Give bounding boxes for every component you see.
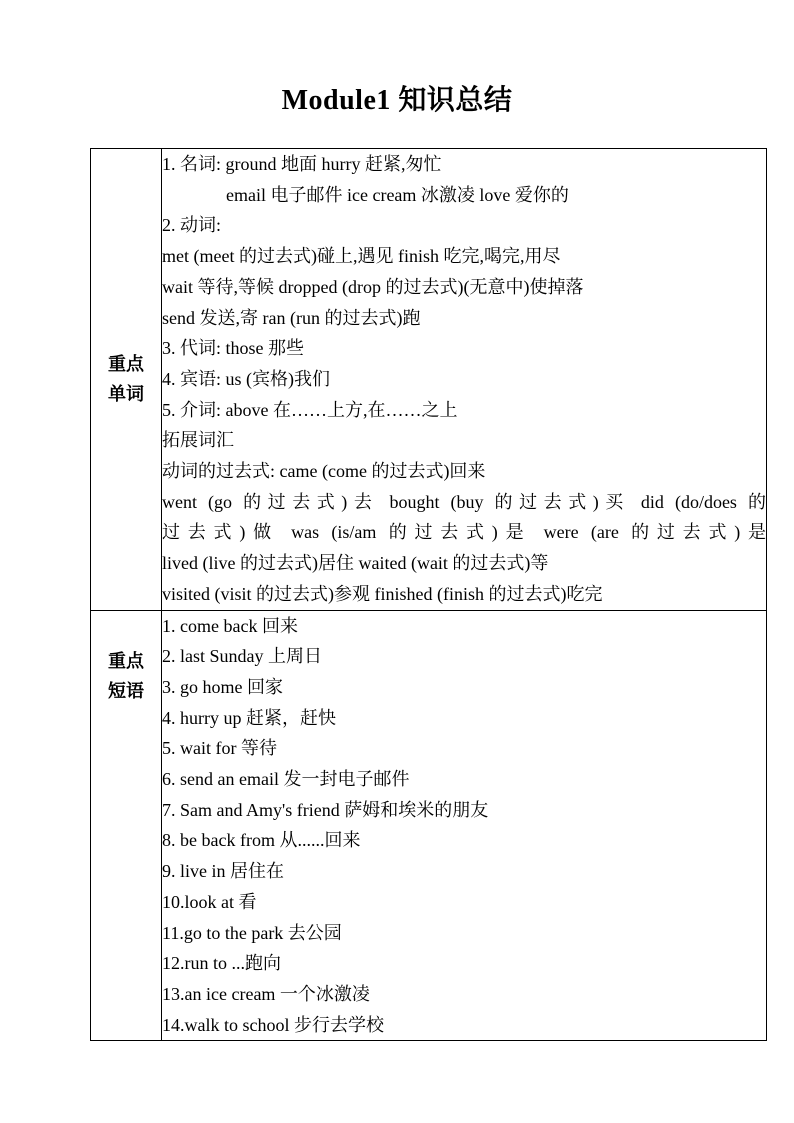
section-content [162,149,767,611]
content-line: 8. be back from 从......回来 [162,830,361,851]
content-line: went (go 的过去式)去 bought (buy 的过去式)买 did (do/does 的 [162,491,766,512]
content-line: 1. 名词: ground 地面 hurry 赶紧,匆忙 [162,154,442,174]
content-line: 1. come back 回来 [162,615,298,636]
section-label-line: 单词 [108,384,144,405]
content-line: 7. Sam and Amy's friend 萨姆和埃米的朋友 [162,799,489,820]
section-label [91,610,162,1041]
content-line: visited (visit 的过去式)参观 finished (finish 的过去式)吃完 [162,583,603,604]
page-title: Module1 知识总结 [281,85,513,116]
content-line: 4. hurry up 赶紧，赶快 [162,707,336,728]
content-line: 14.walk to school 步行去学校 [162,1014,384,1035]
section-label-line: 重点 [108,354,144,375]
content-line: send 发送,寄 ran (run 的过去式)跑 [162,307,421,328]
content-line: 11.go to the park 去公园 [162,922,342,943]
content-line: 9. live in 居住在 [162,861,284,882]
content-line: 3. 代词: those 那些 [162,338,304,359]
content-line: 2. last Sunday 上周日 [162,646,322,667]
section-key-phrases [91,610,767,1041]
content-line: 过去式)做 was (is/am 的过去式)是 were (are 的过去式)是 [162,522,766,543]
content-line: 动词的过去式: came (come 的过去式)回来 [162,461,486,482]
content-line: email 电子邮件 ice cream 冰激凌 love 爱你的 [226,184,569,205]
content-line: 3. go home 回家 [162,676,283,697]
content-line: 13.an ice cream 一个冰激凌 [162,983,370,1004]
content-line: 6. send an email 发一封电子邮件 [162,769,410,790]
content-line: met (meet 的过去式)碰上,遇见 finish 吃完,喝完,用尽 [162,246,561,267]
content-line: 12.run to ...跑向 [162,953,281,974]
section-label-line: 短语 [108,680,144,701]
section-content [162,610,767,1041]
content-line: 拓展词汇 [162,430,234,451]
section-label [91,149,162,611]
content-line: wait 等待,等候 dropped (drop 的过去式)(无意中)使掉落 [162,276,584,297]
content-line: 5. 介词: above 在……上方,在……之上 [162,399,458,420]
content-line: 10.look at 看 [162,891,257,912]
content-line: 2. 动词: [162,215,222,236]
content-line: 4. 宾语: us (宾格)我们 [162,368,330,389]
section-label-line: 重点 [108,650,144,671]
summary-table [90,148,767,1041]
content-line: lived (live 的过去式)居住 waited (wait 的过去式)等 [162,553,549,574]
section-key-words [91,149,767,611]
content-line: 5. wait for 等待 [162,738,277,759]
